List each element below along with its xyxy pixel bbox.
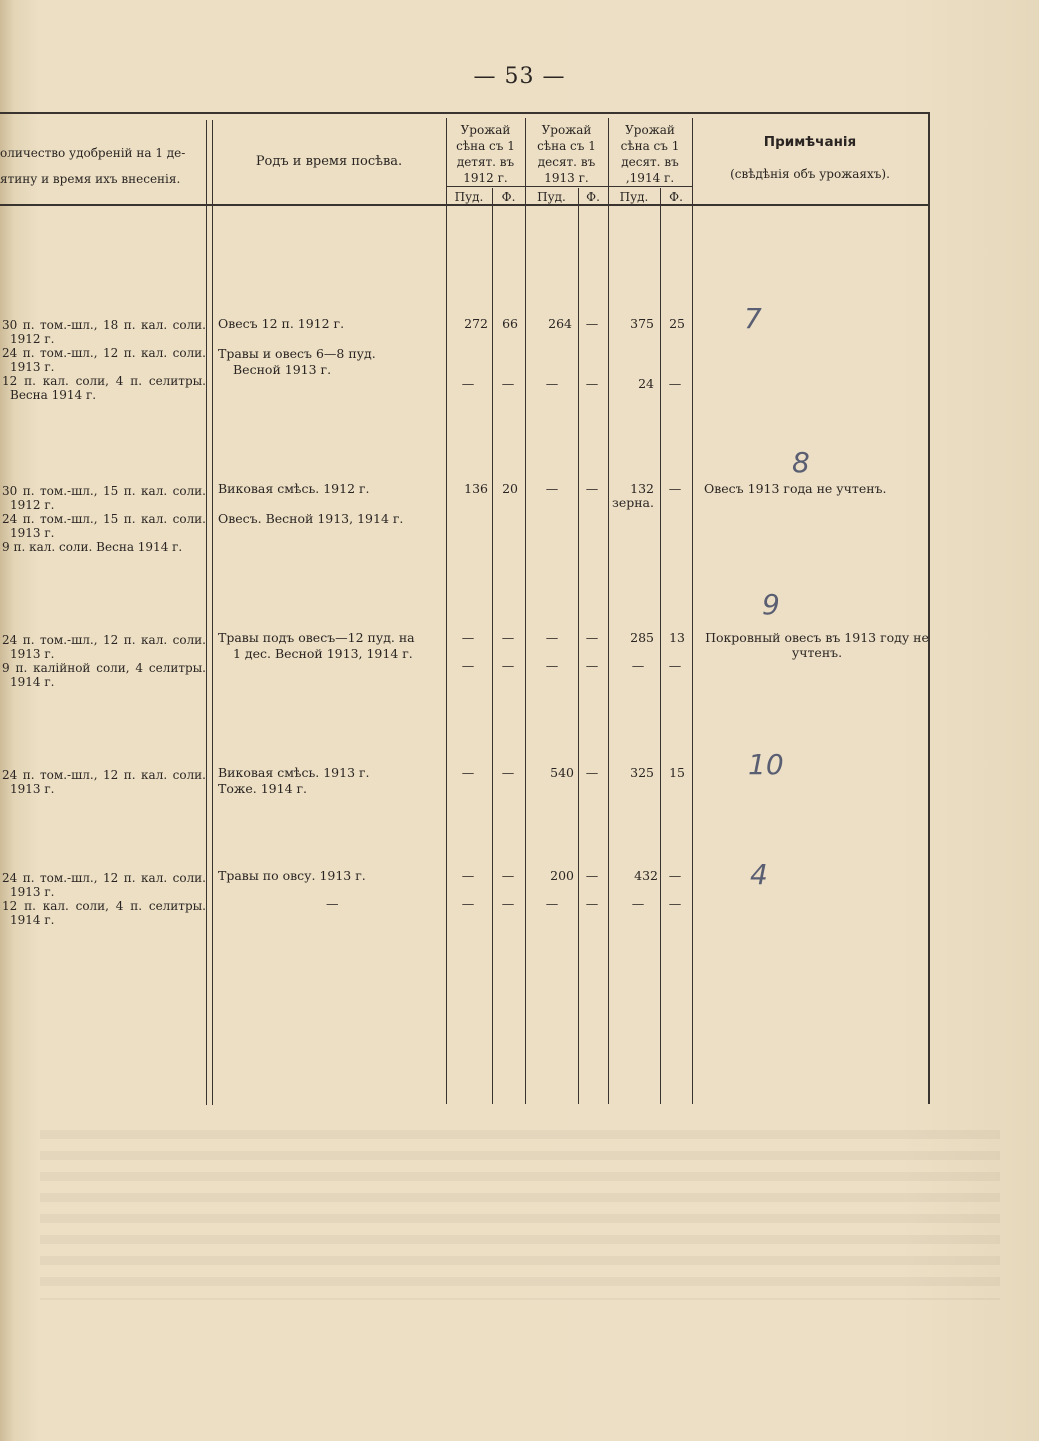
bleed-through-texture [40,1130,1000,1300]
row3-1913-f-l2: — [585,658,599,673]
header-yield-1913-l3: десят. въ [537,155,596,169]
row2-sowing [218,481,443,527]
row5-1913-f-l2: — [585,896,599,911]
row3-1913-pud: — [545,630,559,645]
row3-1914-pud: 285 [630,630,654,645]
row2-1912-f: 20 [502,481,518,496]
row2-fertilizer-l1: 30 п. том.-шл., 15 п. кал. соли. [2,484,206,498]
row2-sowing-l1: Виковая смѣсь. 1912 г. [218,481,370,496]
row5-1914-pud: 432 [634,868,658,883]
row1-handwritten-mark: 7 [744,302,762,335]
row2-fertilizer [2,484,206,554]
header-yield-1914-l3: десят. въ [621,155,679,169]
row1-1914-f: 25 [669,316,685,331]
row2-note: Овесъ 1913 года не учтенъ. [704,481,887,496]
row3-1914-f: 13 [669,630,685,645]
row3-note: Покровный овесъ въ 1913 году не учтенъ. [705,630,929,660]
row1-fertilizer-l4: 1913 г. [10,360,55,374]
row5-sowing-l2: — [326,896,339,911]
header-yield-1912-l3: детят. въ [456,155,515,169]
row4-1912-pud: — [461,765,475,780]
header-yield-1914-l4: ,1914 г. [625,171,675,185]
row5-fertilizer [2,871,206,927]
header-fertilizer [0,140,204,192]
row1-1914-pud-l2: 24 [638,376,654,391]
header-yield-1913-l4: 1913 г. [544,171,589,185]
row2-fertilizer-l3: 24 п. том.-шл., 15 п. кал. соли. [2,512,206,526]
header-yield-1914-l1: Урожай [625,123,675,137]
row3-1912-f: — [501,630,515,645]
header-yield-1912 [446,122,525,186]
col-divider-1912 [446,118,447,1104]
row5-1912-f: — [501,868,515,883]
page-number: — 53 — [473,64,566,89]
row5-1912-f-l2: — [501,896,515,911]
row4-sowing [218,765,443,797]
row3-sowing-l1: Травы подъ овесъ—12 пуд. на [218,630,415,645]
row5-fertilizer-l4: 1914 г. [10,913,55,927]
row4-1913-f: — [585,765,599,780]
row1-1913-f-l2: — [585,376,599,391]
row1-1912-pud-l2: — [461,376,475,391]
row2-sowing-l2: Овесъ. Весной 1913, 1914 г. [218,511,404,526]
col-divider-sowing [212,120,213,1105]
row1-fertilizer [2,318,206,402]
row1-sowing-l3: Весной 1913 г. [233,362,332,377]
row1-fertilizer-l5: 12 п. кал. соли, 4 п. селитры. [2,374,206,388]
row1-sowing [218,316,443,378]
header-sowing: Родъ и время посѣва. [255,154,403,169]
row3-fertilizer [2,633,206,689]
row3-sowing-l2: 1 дес. Весной 1913, 1914 г. [233,646,413,661]
row4-1912-f: — [501,765,515,780]
row2-1914-f: — [668,481,682,496]
row3-fertilizer-l2: 1913 г. [10,647,55,661]
row2-1912-pud: 136 [464,481,488,496]
row3-1912-f-l2: — [501,658,515,673]
row1-sowing-l1: Овесъ 12 п. 1912 г. [218,316,345,331]
row5-1914-pud-l2: — [631,896,645,911]
header-yield-1912-l4: 1912 г. [463,171,508,185]
row3-1913-pud-l2: — [545,658,559,673]
header-yield-1912-l2: сѣна съ 1 [456,139,515,153]
row1-1913-pud: 264 [548,316,572,331]
subheader-f-1912: Ф. [501,190,516,204]
row2-fertilizer-l2: 1912 г. [10,498,55,512]
row5-1913-pud: 200 [550,868,574,883]
header-notes-subtitle: (свѣдѣнія объ урожаяхъ). [730,167,890,181]
row1-1912-f: 66 [502,316,518,331]
row3-fertilizer-l4: 1914 г. [10,675,55,689]
table-top-rule [0,112,928,114]
row1-1912-f-l2: — [501,376,515,391]
row5-fertilizer-l1: 24 п. том.-шл., 12 п. кал. соли. [2,871,206,885]
row3-fertilizer-l1: 24 п. том.-шл., 12 п. кал. соли. [2,633,206,647]
row3-1912-pud: — [461,630,475,645]
row4-fertilizer-l2: 1913 г. [10,782,55,796]
row5-fertilizer-l2: 1913 г. [10,885,55,899]
row2-fertilizer-l4: 1913 г. [10,526,55,540]
subheader-pud-1913: Пуд. [537,190,566,204]
header-yield-1913-l2: сѣна съ 1 [537,139,596,153]
row1-fertilizer-l1: 30 п. том.-шл., 18 п. кал. соли. [2,318,206,332]
row5-handwritten-mark: 4 [750,858,768,891]
table-right-border [928,112,930,1104]
subheader-f-1913: Ф. [586,190,600,204]
row3-1914-f-l2: — [668,658,682,673]
header-yield-1913-l1: Урожай [541,123,592,137]
row3-sowing [218,630,443,662]
row1-1914-pud: 375 [630,316,654,331]
header-yield-1913 [525,122,608,186]
row5-sowing [218,868,443,912]
subheader-pud-1914: Пуд. [619,190,649,204]
header-fertilizer-line1: оличество удобреній на 1 де- [0,146,186,160]
subheader-f-1914: Ф. [669,190,683,204]
row1-1913-f: — [585,316,599,331]
col-divider-1913 [525,118,526,1104]
row3-1913-f: — [585,630,599,645]
row1-1912-pud: 272 [464,316,488,331]
header-yield-1914-l2: сѣна съ 1 [620,139,680,153]
row4-sowing-l1: Виковая смѣсь. 1913 г. [218,765,370,780]
row2-fertilizer-l5: 9 п. кал. соли. Весна 1914 г. [2,540,183,554]
row4-handwritten-mark: 10 [748,748,784,781]
row5-1913-pud-l2: — [545,896,559,911]
year-subheader-rule [446,186,692,187]
header-yield-1912-l1: Урожай [460,123,511,137]
row2-1913-f: — [585,481,599,496]
header-yield-1914 [608,122,692,186]
row5-sowing-l1: Травы по овсу. 1913 г. [218,868,366,883]
row5-1914-f-l2: — [668,896,682,911]
row4-sowing-l2: Тоже. 1914 г. [218,781,308,796]
row3-fertilizer-l3: 9 п. калійной соли, 4 селитры. [2,661,206,675]
header-notes-title: Примѣчанія [763,134,857,150]
row5-1914-f: — [668,868,682,883]
header-fertilizer-line2: ятину и время ихъ внесенія. [0,172,181,186]
subheader-pud-1912: Пуд. [454,190,484,204]
row1-1913-pud-l2: — [545,376,559,391]
row4-1913-pud: 540 [550,765,574,780]
row4-1914-f: 15 [669,765,685,780]
row5-1913-f: — [585,868,599,883]
row2-1914-pud-extra: зерна. [612,495,654,510]
row1-fertilizer-l6: Весна 1914 г. [10,388,97,402]
row5-1912-pud-l2: — [461,896,475,911]
row4-1914-pud: 325 [630,765,654,780]
col-divider-notes [692,118,693,1104]
row3-handwritten-mark: 9 [762,588,780,621]
col-divider-fertilizer [206,120,207,1105]
row5-fertilizer-l3: 12 п. кал. соли, 4 п. селитры. [2,899,206,913]
row1-sowing-l2: Травы и овесъ 6—8 пуд. [218,346,376,361]
row1-1914-f-l2: — [668,376,682,391]
row5-1912-pud: — [461,868,475,883]
row2-1914-pud: 132 [630,481,654,496]
row1-fertilizer-l3: 24 п. том.-шл., 12 п. кал. соли. [2,346,206,360]
row4-fertilizer-l1: 24 п. том.-шл., 12 п. кал. соли. [2,768,206,782]
row3-1914-pud-l2: — [631,658,645,673]
row2-handwritten-mark: 8 [792,446,810,479]
col-divider-1913-f [578,188,579,1104]
row4-fertilizer [2,768,206,796]
row3-1912-pud-l2: — [461,658,475,673]
col-divider-1914 [608,118,609,1104]
row1-fertilizer-l2: 1912 г. [10,332,55,346]
row2-1913-pud: — [545,481,559,496]
